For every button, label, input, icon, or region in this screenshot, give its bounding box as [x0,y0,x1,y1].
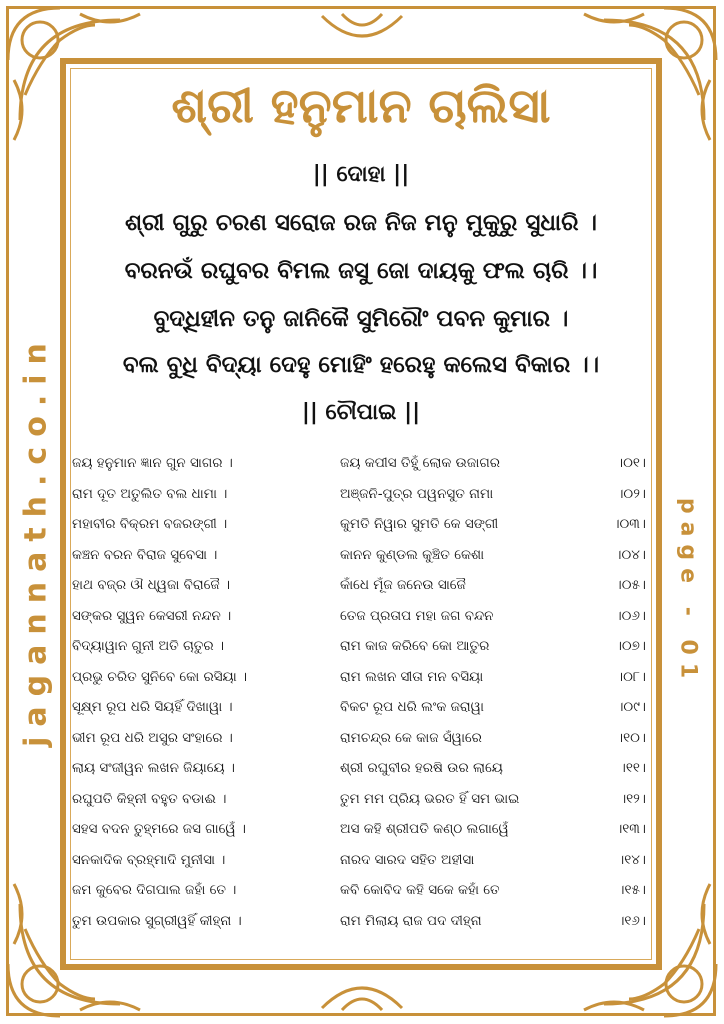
verse-row [72,692,646,723]
verse-row [72,784,646,815]
verse-number: ।୧୩। [616,821,646,838]
verse-second-half: ରାମ ମିଲାୟ ରାଜ ପଦ ଦୀହ୍ନା [340,912,482,929]
verse-number: ।୧୪। [618,851,646,868]
verse-first-half: ଜମ କୁବେର ଦିଗପାଲ ଜହାଁ ତେ । [72,882,237,899]
verse-number: ।୧୦। [617,729,646,746]
verse-row [72,875,646,906]
verse-row [72,662,646,693]
verse-number: ।୦୮। [617,668,646,685]
verse-number: ।୦୭। [615,638,646,655]
page-title: ଶ୍ରୀ ହନୁମାନ ଚାଲିସା [171,78,551,134]
verse-row [72,753,646,784]
verse-second-half: ବିକଟ ରୂପ ଧରି ଲଂକ ଜରାୱା [340,699,484,716]
verse-row [72,540,646,571]
verse-second-half: ଜୟ କପୀସ ତିହୁଁ ଲୋକ ଉଜାଗର [340,455,500,472]
verse-row [72,448,646,479]
verse-second-half: କବି କୋବିଦ କହି ସକେ କହାଁ ତେ [340,882,500,899]
verse-row [72,601,646,632]
verse-number: ।୧୧। [619,760,646,777]
verse-first-half: ମହାବୀର ବିକ୍ରମ ବଜରଙ୍ଗୀ । [72,516,228,533]
verse-first-half: ଜୟ ହନୁମାନ ଜ୍ଞାନ ଗୁନ ସାଗର । [72,455,233,472]
verse-second-half: କାନନ କୁଣ୍ଡଲ କୁଞ୍ଚିତ କେଶା [340,546,485,563]
verse-first-half: ସଙ୍କର ସୁୱନ କେସରୀ ନନ୍ଦନ । [72,607,232,624]
verse-row [72,570,646,601]
doha-line: ବରନଉଁ ରଘୁବର ବିମଲ ଜସୁ ଜୋ ଦାୟକୁ ଫଲ ଚାରି ।। [124,258,598,284]
chaupai-verses [72,448,646,936]
verse-first-half: ରାମ ଦୂତ ଅତୁଲିତ ବଲ ଧାମା । [72,485,228,502]
verse-second-half: ଅସ କହି ଶ୍ରୀପତି କଣ୍ଠ ଲଗାୱେଁ [340,821,509,838]
verse-first-half: କଞ୍ଚନ ବରନ ବିରାଜ ସୁବେସା । [72,546,218,563]
verse-second-half: ରାମ କାଜ କରିବେ କୋ ଆତୁର [340,638,490,655]
verse-second-half: ଶ୍ରୀ ରଘୁବୀର ହରଷି ଉର ଲାୟେ [340,760,503,777]
verse-number: ।୧୫। [618,882,646,899]
verse-number: ।୦୯। [617,699,646,716]
verse-row [72,845,646,876]
verse-first-half: ସନକାଦିକ ବ୍ରହ୍ମାଦି ମୁନୀସା । [72,851,226,868]
verse-number: ।୦୨। [617,485,646,502]
verse-first-half: ସହସ ବଦନ ତୁହ୍ମରେ ଜସ ଗାୱେଁ । [72,821,246,838]
top-center-ornament [312,6,412,56]
verse-row [72,723,646,754]
verse-number: ।୦୩। [613,516,646,533]
verse-first-half: ରଘୁପତି କିହ୍ନୀ ବହୁତ ବଡାଈ । [72,790,227,807]
verse-row [72,509,646,540]
verse-row [72,479,646,510]
verse-number: ।୦୬। [615,607,646,624]
verse-number: ।୦୧। [617,455,646,472]
bottom-center-ornament [312,968,412,1018]
verse-first-half: ଭୀମ ରୂପ ଧରି ଅସୁର ସଂହାରେ । [72,729,233,746]
verse-second-half: ନାରଦ ସାରଦ ସହିତ ଅହୀସା [340,851,475,868]
verse-second-half: କାଁଧେ ମୂଁଜ ଜନେଉ ସାଜୈ [340,577,466,594]
page-number-label: page - 01 [675,497,701,687]
verse-row [72,906,646,937]
doha-line: ଶ୍ରୀ ଗୁରୁ ଚରଣ ସରୋଜ ରଜ ନିଜ ମନୁ ମୁକୁରୁ ସୁଧାରି । [125,210,597,236]
doha-heading: || ଦୋହା || [312,162,410,187]
chaupai-heading: || ଚୌପାଇ || [301,400,421,425]
verse-first-half: ହାଥ ବଜ୍ର ଔ ଧ୍ୱଜା ବିରାଜୈ । [72,577,231,594]
verse-second-half: ଅଞ୍ଜନି-ପୁତ୍ର ପୱନସୁତ ନାମା [340,485,494,502]
verse-number: ।୧୬। [618,912,646,929]
verse-number: ।୦୫। [615,577,646,594]
verse-first-half: ବିଦ୍ୟାୱାନ ଗୁନୀ ଅତି ଚାତୁର । [72,638,225,655]
verse-second-half: କୁମତି ନିୱାର ସୁମତି କେ ସଙ୍ଗୀ [340,516,499,533]
verse-number: ।୦୪। [615,546,646,563]
verse-first-half: ପ୍ରଭୁ ଚରିତ ସୁନିବେ କୋ ରସିୟା । [72,668,248,685]
verse-second-half: ତେଜ ପ୍ରତାପ ମହା ଜଗ ବନ୍ଦନ [340,607,494,624]
doha-line: ବଲ ବୁଧି ବିଦ୍ୟା ଦେହୁ ମୋହିଂ ହରେହୁ କଲେସ ବିକାର ।। [122,352,600,378]
doha-line: ବୁଦ୍ଧିହୀନ ତନୁ ଜାନିକୈ ସୁମିରୌଂ ପବନ କୁମାର । [153,306,569,332]
verse-second-half: ରାମଚନ୍ଦ୍ର କେ କାଜ ସଁୱାରେ [340,729,482,746]
verse-number: ।୧୨। [620,790,646,807]
verse-row [72,814,646,845]
verse-first-half: ଲାୟ ସଂଜୀୱନ ଲଖନ ଜିୟାୟେ । [72,760,235,777]
website-watermark: jagannath.co.in [18,333,54,747]
verse-first-half: ସୂକ୍ଷ୍ମ ରୂପ ଧରି ସିୟହିଁ ଦିଖାୱା । [72,699,233,716]
verse-second-half: ରାମ ଲଖନ ସୀତା ମନ ବସିୟା [340,668,484,685]
verse-row [72,631,646,662]
verse-first-half: ତୁମ ଉପକାର ସୁଗ୍ରୀୱହିଁ କୀହ୍ନା । [72,912,242,929]
verse-second-half: ତୁମ ମମ ପ୍ରିୟ ଭରତ ହିଁ ସମ ଭାଇ [340,790,520,807]
